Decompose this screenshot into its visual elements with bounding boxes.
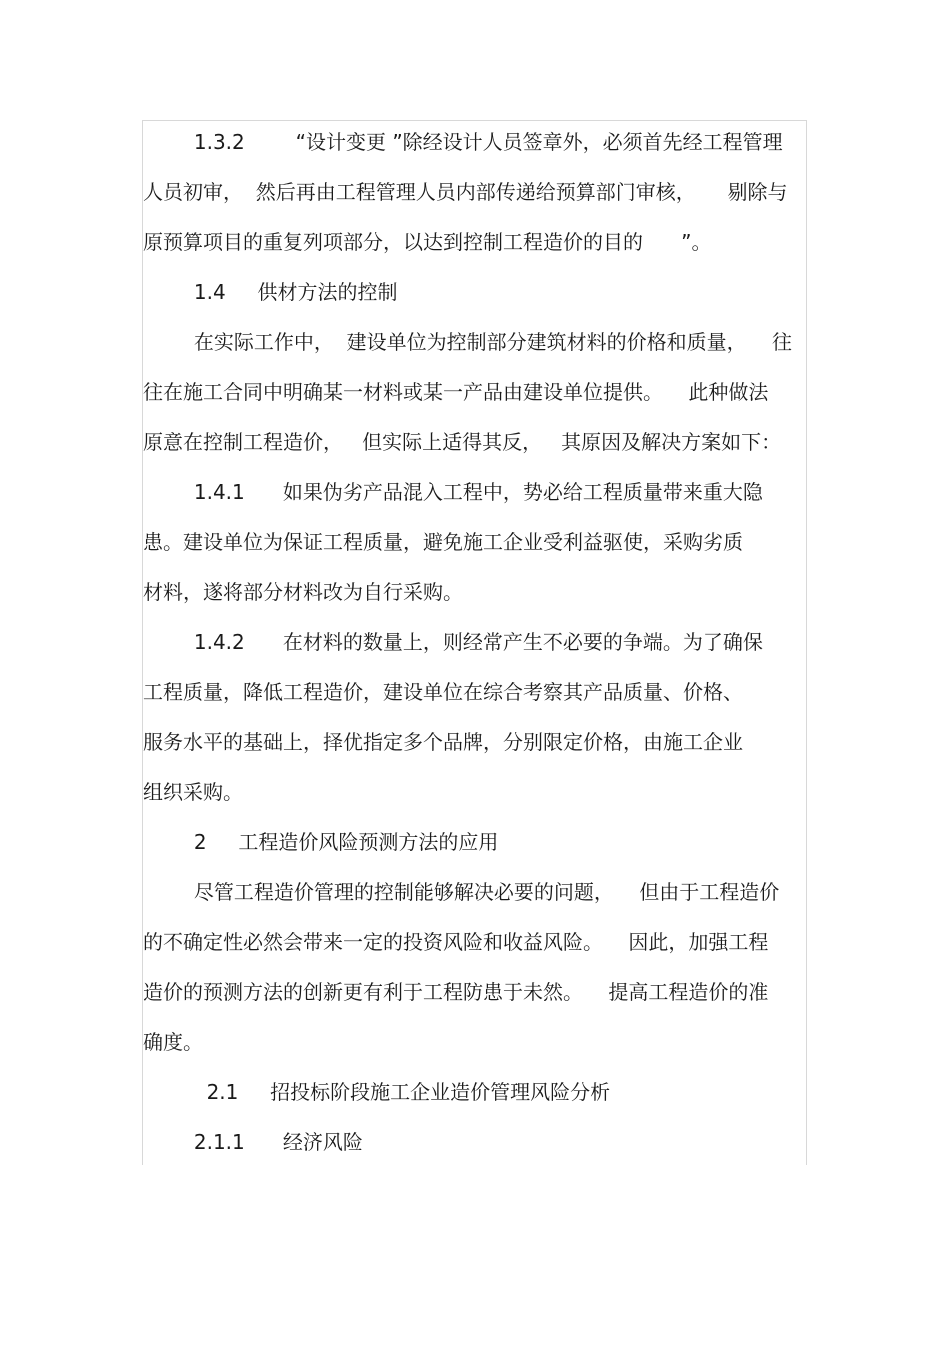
text-line: 组织采购。 bbox=[143, 780, 243, 804]
text-line: 造价的预测方法的创新更有利于工程防患于未然。 提高工程造价的准 bbox=[143, 980, 769, 1004]
text-line: 材料，遂将部分材料改为自行采购。 bbox=[143, 580, 463, 604]
text-line: 患。建设单位为保证工程质量，避免施工企业受利益驱使，采购劣质 bbox=[143, 530, 743, 554]
text-line: 1.4.1 如果伪劣产品混入工程中，势必给工程质量带来重大隐 bbox=[143, 480, 763, 504]
text-line: 原意在控制工程造价， 但实际上适得其反， 其原因及解决方案如下： bbox=[143, 430, 782, 454]
section-heading: 2 工程造价风险预测方法的应用 bbox=[143, 830, 499, 854]
section-heading: 1.4 供材方法的控制 bbox=[143, 280, 398, 304]
text-line: 服务水平的基础上，择优指定多个品牌，分别限定价格，由施工企业 bbox=[143, 730, 743, 754]
text-line: 往在施工合同中明确某一材料或某一产品由建设单位提供。 此种做法 bbox=[143, 380, 769, 404]
text-line: 的不确定性必然会带来一定的投资风险和收益风险。 因此，加强工程 bbox=[143, 930, 769, 954]
text-line: 原预算项目的重复列项部分，以达到控制工程造价的目的 ”。 bbox=[143, 230, 712, 254]
text-line: 工程质量，降低工程造价，建设单位在综合考察其产品质量、价格、 bbox=[143, 680, 743, 704]
text-line: 在实际工作中， 建设单位为控制部分建筑材料的价格和质量， 往 bbox=[143, 330, 793, 354]
text-line: 1.4.2 在材料的数量上，则经常产生不必要的争端。为了确保 bbox=[143, 630, 763, 654]
text-line: 1.3.2 “设计变更 ”除经设计人员签章外，必须首先经工程管理 bbox=[143, 130, 783, 154]
section-heading: 2.1.1 经济风险 bbox=[143, 1130, 363, 1154]
section-heading: 2.1 招投标阶段施工企业造价管理风险分析 bbox=[143, 1080, 611, 1104]
text-line: 人员初审， 然后再由工程管理人员内部传递给预算部门审核， 剔除与 bbox=[143, 180, 788, 204]
text-line: 确度。 bbox=[143, 1030, 203, 1054]
text-line: 尽管工程造价管理的控制能够解决必要的问题， 但由于工程造价 bbox=[143, 880, 780, 904]
